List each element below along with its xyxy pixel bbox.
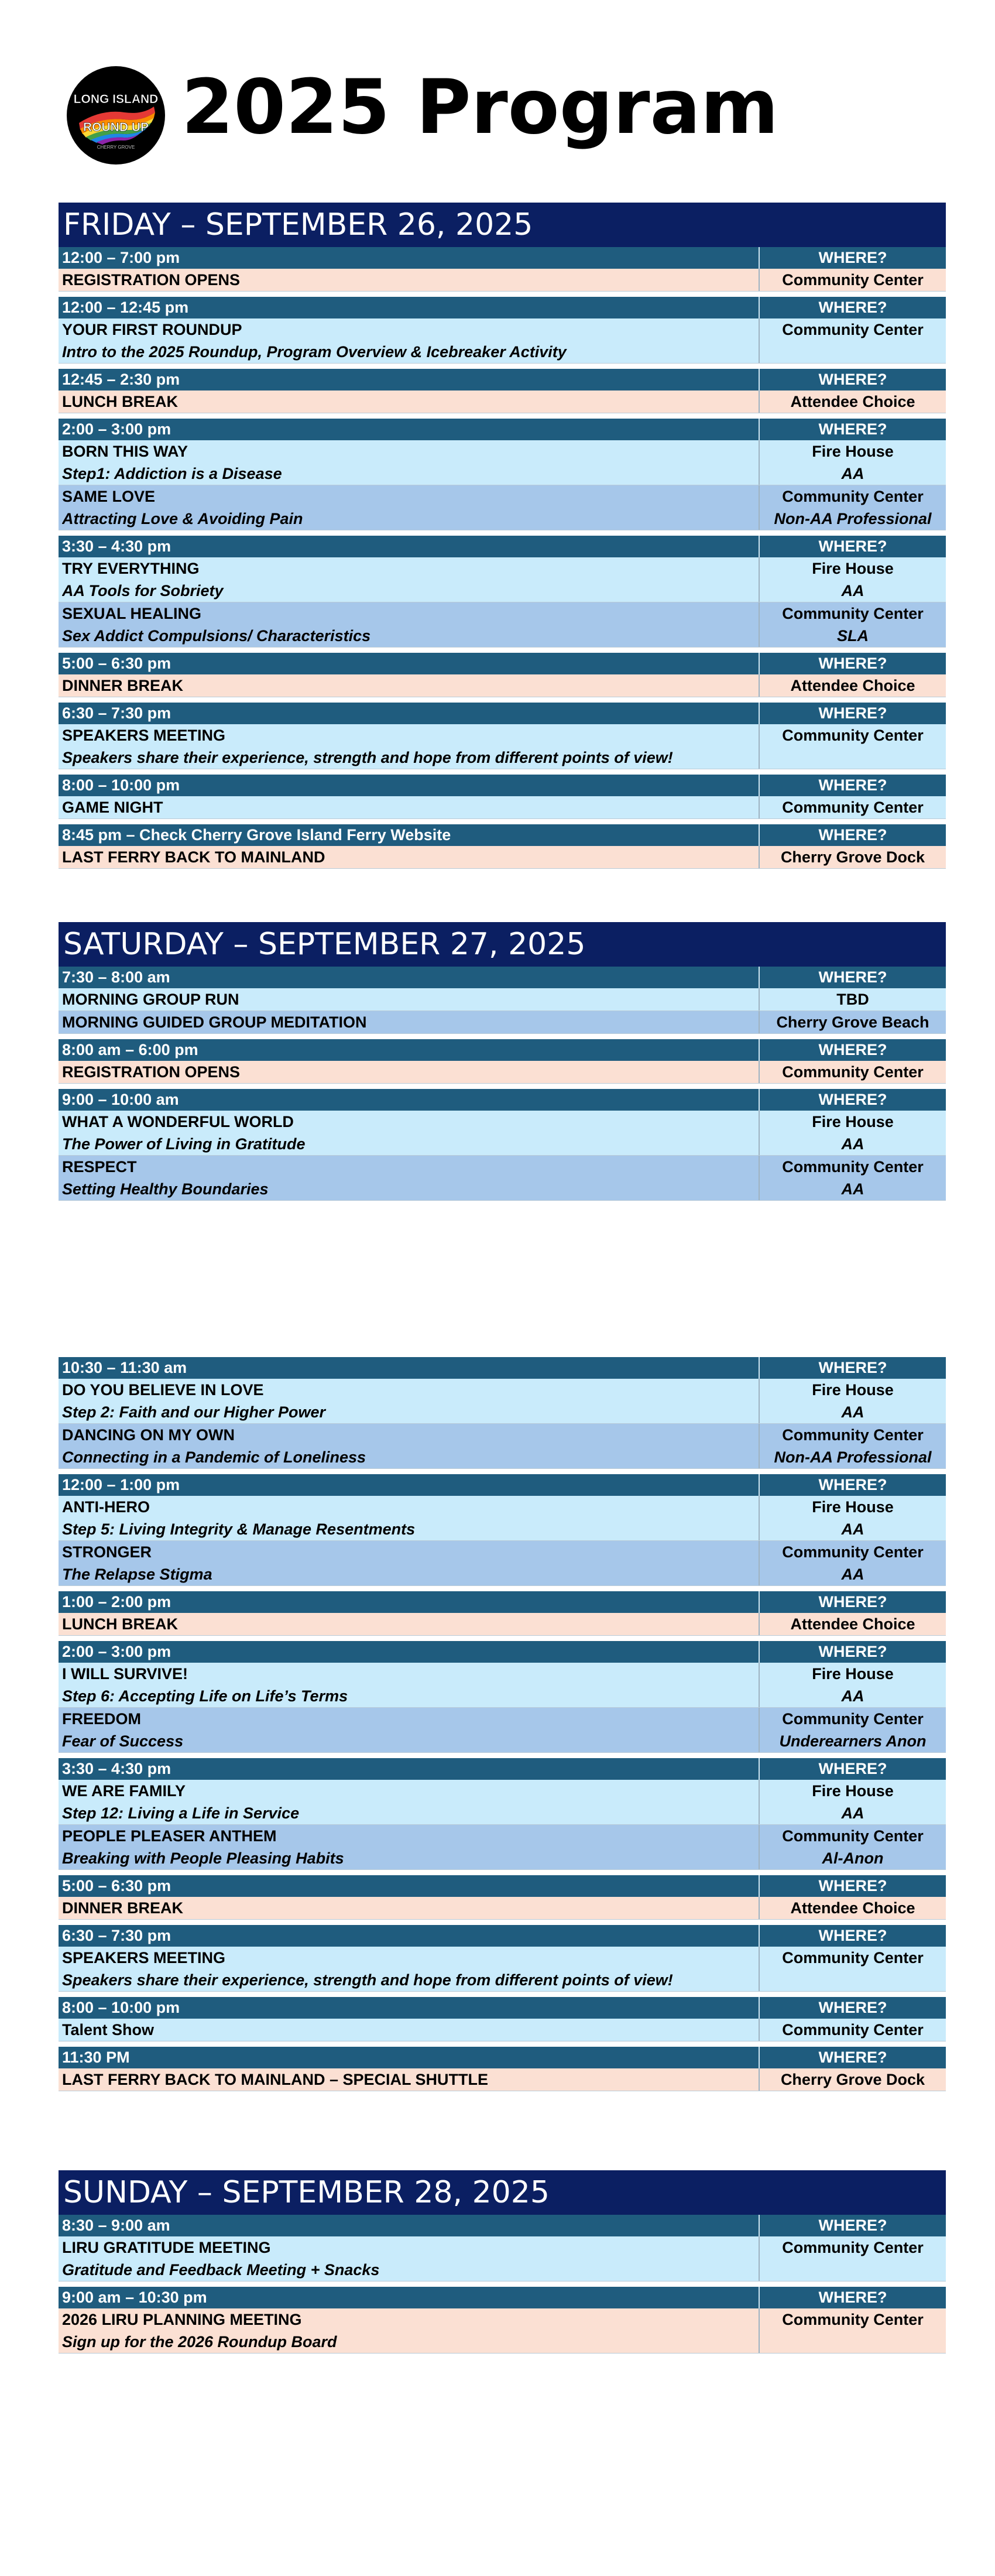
session-where <box>760 846 946 868</box>
session-info <box>59 390 760 413</box>
session-title: PEOPLE PLEASER ANTHEM <box>62 1827 277 1845</box>
session-where <box>760 1825 946 1869</box>
time-label: 8:00 – 10:00 pm <box>59 1997 760 2019</box>
session-info <box>59 1156 760 1200</box>
session-group: AA <box>841 1403 864 1421</box>
session-title: LUNCH BREAK <box>62 1615 178 1633</box>
time-label: 5:00 – 6:30 pm <box>59 1875 760 1897</box>
time-label: 2:00 – 3:00 pm <box>59 1641 760 1663</box>
where-label: WHERE? <box>818 249 887 266</box>
session-location: Fire House <box>812 1498 894 1516</box>
session-title: FREEDOM <box>62 1710 141 1728</box>
session-info <box>59 1061 760 1083</box>
session-where <box>760 724 946 769</box>
session-location: Community Center <box>782 1949 924 1967</box>
session-group: AA <box>841 1520 864 1538</box>
session-location: Community Center <box>782 2021 924 2039</box>
session-where <box>760 2019 946 2041</box>
time-label: 9:00 – 10:00 am <box>59 1089 760 1111</box>
time-row <box>59 1474 946 1496</box>
session-where <box>760 318 946 363</box>
session-subtitle: Step1: Addiction is a Disease <box>62 465 282 482</box>
session-title: Talent Show <box>62 2021 155 2039</box>
session-row <box>59 674 946 697</box>
session-title: LAST FERRY BACK TO MAINLAND <box>62 848 325 866</box>
time-block <box>59 1357 946 1469</box>
session-location: Community Center <box>782 605 924 622</box>
session-title: SEXUAL HEALING <box>62 605 202 622</box>
time-label: 8:00 – 10:00 pm <box>59 775 760 796</box>
long-island-roundup-logo <box>66 66 166 165</box>
time-block <box>59 1997 946 2041</box>
time-block <box>59 2047 946 2091</box>
session-row <box>59 602 946 648</box>
time-block <box>59 2287 946 2354</box>
time-row <box>59 369 946 390</box>
session-info <box>59 318 760 363</box>
day-section <box>59 2170 946 2359</box>
session-where <box>760 1424 946 1468</box>
time-label: 6:30 – 7:30 pm <box>59 1925 760 1947</box>
session-title: TRY EVERYTHING <box>62 560 200 577</box>
session-where <box>760 674 946 697</box>
time-label: 1:00 – 2:00 pm <box>59 1591 760 1613</box>
session-where <box>760 557 946 602</box>
time-label: 3:30 – 4:30 pm <box>59 1758 760 1780</box>
time-block <box>59 1641 946 1753</box>
session-title: DO YOU BELIEVE IN LOVE <box>62 1381 264 1399</box>
time-block <box>59 653 946 697</box>
session-subtitle: Speakers share their experience, strength and hope from different points of view! <box>62 1971 673 1989</box>
session-location: Community Center <box>782 321 924 338</box>
session-location: TBD <box>836 991 869 1008</box>
session-location: Community Center <box>782 271 924 289</box>
time-row <box>59 824 946 846</box>
where-label: WHERE? <box>818 420 887 438</box>
session-location: Community Center <box>782 488 924 505</box>
where-label: WHERE? <box>818 537 887 555</box>
session-location: Cherry Grove Dock <box>780 848 925 866</box>
session-where <box>760 1708 946 1752</box>
where-label: WHERE? <box>818 1999 887 2016</box>
time-block <box>59 1925 946 1992</box>
time-label: 8:30 – 9:00 am <box>59 2215 760 2236</box>
session-row <box>59 2019 946 2041</box>
time-label: 12:00 – 1:00 pm <box>59 1474 760 1496</box>
time-label: 12:00 – 7:00 pm <box>59 247 760 269</box>
session-group: AA <box>841 1687 864 1705</box>
time-row <box>59 1089 946 1111</box>
session-where <box>760 390 946 413</box>
time-row <box>59 419 946 440</box>
session-info <box>59 796 760 818</box>
session-location: Community Center <box>782 2239 924 2256</box>
session-location: Community Center <box>782 1827 924 1845</box>
session-row <box>59 1708 946 1753</box>
session-where <box>760 796 946 818</box>
session-where <box>760 1780 946 1824</box>
session-subtitle: AA Tools for Sobriety <box>62 582 224 600</box>
where-label: WHERE? <box>818 1927 887 1944</box>
time-label: 6:30 – 7:30 pm <box>59 703 760 724</box>
session-subtitle: The Power of Living in Gratitude <box>62 1135 306 1153</box>
session-title: LUNCH BREAK <box>62 393 178 410</box>
session-title: DINNER BREAK <box>62 1899 184 1917</box>
time-row <box>59 703 946 724</box>
session-group: Underearners Anon <box>779 1732 927 1750</box>
time-row <box>59 1591 946 1613</box>
time-label: 7:30 – 8:00 am <box>59 967 760 988</box>
time-block <box>59 1875 946 1920</box>
session-group: AA <box>841 1566 864 1583</box>
day-section <box>59 1357 946 2097</box>
time-row <box>59 1357 946 1379</box>
session-where <box>760 1011 946 1033</box>
session-subtitle: Intro to the 2025 Roundup, Program Overview & Icebreaker Activity <box>62 343 567 361</box>
session-group: AA <box>841 1135 864 1153</box>
session-where <box>760 1111 946 1155</box>
session-row <box>59 1780 946 1825</box>
time-block <box>59 247 946 292</box>
session-title: 2026 LIRU PLANNING MEETING <box>62 2311 302 2328</box>
session-location: Attendee Choice <box>790 677 915 694</box>
session-title: REGISTRATION OPENS <box>62 271 241 289</box>
session-info <box>59 2308 760 2353</box>
session-location: Cherry Grove Dock <box>780 2071 925 2088</box>
session-row <box>59 1496 946 1541</box>
session-subtitle: Fear of Success <box>62 1732 184 1750</box>
session-location: Community Center <box>782 1063 924 1081</box>
where-label: WHERE? <box>818 968 887 986</box>
time-row <box>59 1641 946 1663</box>
session-title: LAST FERRY BACK TO MAINLAND – SPECIAL SHUTTLE <box>62 2071 489 2088</box>
where-label: WHERE? <box>818 2217 887 2234</box>
session-info <box>59 1708 760 1752</box>
session-row <box>59 1379 946 1424</box>
time-block <box>59 1089 946 1201</box>
session-location: Fire House <box>812 1782 894 1800</box>
session-where <box>760 485 946 530</box>
session-location: Fire House <box>812 1665 894 1683</box>
time-block <box>59 1474 946 1586</box>
session-location: Cherry Grove Beach <box>776 1013 929 1031</box>
where-label: WHERE? <box>818 371 887 388</box>
session-info <box>59 1496 760 1540</box>
session-row <box>59 1061 946 1084</box>
session-info <box>59 1825 760 1869</box>
session-subtitle: Sex Addict Compulsions/ Characteristics <box>62 627 371 645</box>
session-subtitle: Step 6: Accepting Life on Life’s Terms <box>62 1687 348 1705</box>
where-label: WHERE? <box>818 1877 887 1895</box>
session-title: STRONGER <box>62 1543 152 1561</box>
session-info <box>59 1541 760 1585</box>
where-label: WHERE? <box>818 1359 887 1376</box>
session-where <box>760 1613 946 1635</box>
session-row <box>59 846 946 869</box>
session-group: Non-AA Professional <box>774 1448 932 1466</box>
day-header: SATURDAY – SEPTEMBER 27, 2025 <box>59 922 946 967</box>
session-title: SPEAKERS MEETING <box>62 727 226 744</box>
session-location: Community Center <box>782 2311 924 2328</box>
session-row <box>59 390 946 413</box>
day-header: FRIDAY – SEPTEMBER 26, 2025 <box>59 203 946 247</box>
time-row <box>59 2215 946 2236</box>
session-title: RESPECT <box>62 1158 137 1176</box>
session-row <box>59 485 946 530</box>
session-row <box>59 1825 946 1870</box>
session-row <box>59 724 946 769</box>
session-location: Fire House <box>812 443 894 460</box>
time-block <box>59 297 946 364</box>
time-label: 8:00 am – 6:00 pm <box>59 1039 760 1061</box>
where-label: WHERE? <box>818 1760 887 1777</box>
session-location: Community Center <box>782 727 924 744</box>
session-info <box>59 1897 760 1919</box>
session-where <box>760 988 946 1010</box>
where-label: WHERE? <box>818 776 887 794</box>
session-subtitle: Connecting in a Pandemic of Loneliness <box>62 1448 366 1466</box>
session-info <box>59 440 760 485</box>
session-row <box>59 1947 946 1992</box>
session-row <box>59 1011 946 1034</box>
session-subtitle: The Relapse Stigma <box>62 1566 212 1583</box>
day-section <box>59 922 946 1206</box>
where-label: WHERE? <box>818 2049 887 2066</box>
logo-line-1: LONG ISLAND <box>73 93 159 106</box>
session-title: DANCING ON MY OWN <box>62 1426 235 1444</box>
session-title: WE ARE FAMILY <box>62 1782 186 1800</box>
time-row <box>59 1997 946 2019</box>
session-row <box>59 318 946 364</box>
session-subtitle: Step 12: Living a Life in Service <box>62 1804 300 1822</box>
session-info <box>59 2019 760 2041</box>
session-row <box>59 1897 946 1920</box>
session-where <box>760 1061 946 1083</box>
session-row <box>59 1424 946 1469</box>
session-title: DINNER BREAK <box>62 677 184 694</box>
session-info <box>59 269 760 291</box>
session-group: AA <box>841 1180 864 1198</box>
time-block <box>59 703 946 769</box>
session-where <box>760 1156 946 1200</box>
session-info <box>59 2068 760 2091</box>
session-row <box>59 988 946 1011</box>
time-label: 11:30 PM <box>59 2047 760 2068</box>
session-title: REGISTRATION OPENS <box>62 1063 241 1081</box>
time-block <box>59 369 946 413</box>
session-row <box>59 269 946 292</box>
session-location: Community Center <box>782 1158 924 1176</box>
time-row <box>59 536 946 557</box>
session-info <box>59 557 760 602</box>
session-where <box>760 440 946 485</box>
session-info <box>59 485 760 530</box>
session-title: ANTI-HERO <box>62 1498 150 1516</box>
session-location: Fire House <box>812 560 894 577</box>
session-title: GAME NIGHT <box>62 799 163 816</box>
session-info <box>59 1780 760 1824</box>
session-row <box>59 440 946 485</box>
session-row <box>59 796 946 819</box>
logo-line-2: ROUND UP <box>83 121 149 134</box>
time-block <box>59 775 946 819</box>
time-row <box>59 2287 946 2308</box>
session-info <box>59 1011 760 1033</box>
session-where <box>760 1663 946 1707</box>
session-title: MORNING GROUP RUN <box>62 991 239 1008</box>
time-label: 8:45 pm – Check Cherry Grove Island Ferry Website <box>59 824 760 846</box>
time-label: 3:30 – 4:30 pm <box>59 536 760 557</box>
time-block <box>59 1758 946 1870</box>
time-block <box>59 1039 946 1084</box>
session-info <box>59 988 760 1010</box>
time-row <box>59 1925 946 1947</box>
session-location: Community Center <box>782 799 924 816</box>
session-row <box>59 557 946 602</box>
session-subtitle: Step 2: Faith and our Higher Power <box>62 1403 326 1421</box>
session-title: SAME LOVE <box>62 488 156 505</box>
session-row <box>59 2236 946 2282</box>
where-label: WHERE? <box>818 1476 887 1493</box>
session-info <box>59 1111 760 1155</box>
session-title: WHAT A WONDERFUL WORLD <box>62 1113 294 1131</box>
session-info <box>59 602 760 647</box>
where-label: WHERE? <box>818 655 887 672</box>
where-label: WHERE? <box>818 704 887 722</box>
session-where <box>760 602 946 647</box>
session-location: Community Center <box>782 1543 924 1561</box>
time-row <box>59 247 946 269</box>
session-subtitle: Sign up for the 2026 Roundup Board <box>62 2333 337 2351</box>
session-subtitle: Breaking with People Pleasing Habits <box>62 1849 344 1867</box>
session-subtitle: Step 5: Living Integrity & Manage Resentments <box>62 1520 416 1538</box>
session-where <box>760 1541 946 1585</box>
session-group: AA <box>841 582 864 600</box>
day-section <box>59 203 946 874</box>
session-subtitle: Gratitude and Feedback Meeting + Snacks <box>62 2261 380 2279</box>
where-label: WHERE? <box>818 826 887 844</box>
session-row <box>59 1156 946 1201</box>
time-row <box>59 297 946 318</box>
page-title: 2025 Program <box>181 64 779 151</box>
time-label: 9:00 am – 10:30 pm <box>59 2287 760 2308</box>
session-info <box>59 1379 760 1423</box>
session-location: Fire House <box>812 1113 894 1131</box>
session-subtitle: Speakers share their experience, strength and hope from different points of view! <box>62 749 673 766</box>
time-block <box>59 419 946 530</box>
session-info <box>59 1613 760 1635</box>
session-where <box>760 269 946 291</box>
session-where <box>760 1947 946 1991</box>
time-block <box>59 824 946 869</box>
time-block <box>59 1591 946 1636</box>
session-location: Attendee Choice <box>790 1615 915 1633</box>
session-subtitle: Setting Healthy Boundaries <box>62 1180 269 1198</box>
session-group: AA <box>841 465 864 482</box>
session-info <box>59 1947 760 1991</box>
session-where <box>760 2068 946 2091</box>
time-block <box>59 2215 946 2282</box>
time-label: 12:45 – 2:30 pm <box>59 369 760 390</box>
session-group: AA <box>841 1804 864 1822</box>
session-row <box>59 1111 946 1156</box>
session-info <box>59 1424 760 1468</box>
session-subtitle: Attracting Love & Avoiding Pain <box>62 510 303 527</box>
session-location: Fire House <box>812 1381 894 1399</box>
session-group: Al-Anon <box>822 1849 884 1867</box>
where-label: WHERE? <box>818 299 887 316</box>
session-info <box>59 846 760 868</box>
session-row <box>59 2068 946 2091</box>
session-info <box>59 724 760 769</box>
session-title: MORNING GUIDED GROUP MEDITATION <box>62 1013 367 1031</box>
session-title: I WILL SURVIVE! <box>62 1665 188 1683</box>
time-row <box>59 1039 946 1061</box>
time-row <box>59 1875 946 1897</box>
session-location: Attendee Choice <box>790 1899 915 1917</box>
session-where <box>760 1897 946 1919</box>
where-label: WHERE? <box>818 1091 887 1108</box>
where-label: WHERE? <box>818 1041 887 1059</box>
session-group: SLA <box>837 627 869 645</box>
logo-line-3: CHERRY GROVE <box>97 145 135 150</box>
session-title: SPEAKERS MEETING <box>62 1949 226 1967</box>
where-label: WHERE? <box>818 1593 887 1611</box>
session-where <box>760 2308 946 2353</box>
where-label: WHERE? <box>818 2289 887 2306</box>
day-header: SUNDAY – SEPTEMBER 28, 2025 <box>59 2170 946 2215</box>
session-where <box>760 1379 946 1423</box>
time-row <box>59 2047 946 2068</box>
time-row <box>59 1758 946 1780</box>
time-block <box>59 967 946 1034</box>
session-group: Non-AA Professional <box>774 510 932 527</box>
session-title: LIRU GRATITUDE MEETING <box>62 2239 271 2256</box>
session-location: Community Center <box>782 1710 924 1728</box>
session-where <box>760 1496 946 1540</box>
session-row <box>59 1663 946 1708</box>
where-label: WHERE? <box>818 1643 887 1660</box>
time-label: 2:00 – 3:00 pm <box>59 419 760 440</box>
session-location: Attendee Choice <box>790 393 915 410</box>
session-row <box>59 1613 946 1636</box>
session-info <box>59 674 760 697</box>
time-label: 12:00 – 12:45 pm <box>59 297 760 318</box>
session-info <box>59 2236 760 2281</box>
time-label: 10:30 – 11:30 am <box>59 1357 760 1379</box>
time-row <box>59 653 946 674</box>
session-row <box>59 1541 946 1586</box>
session-title: BORN THIS WAY <box>62 443 188 460</box>
session-info <box>59 1663 760 1707</box>
time-row <box>59 967 946 988</box>
time-row <box>59 775 946 796</box>
session-location: Community Center <box>782 1426 924 1444</box>
session-title: YOUR FIRST ROUNDUP <box>62 321 242 338</box>
time-block <box>59 536 946 648</box>
session-where <box>760 2236 946 2281</box>
session-row <box>59 2308 946 2354</box>
time-label: 5:00 – 6:30 pm <box>59 653 760 674</box>
